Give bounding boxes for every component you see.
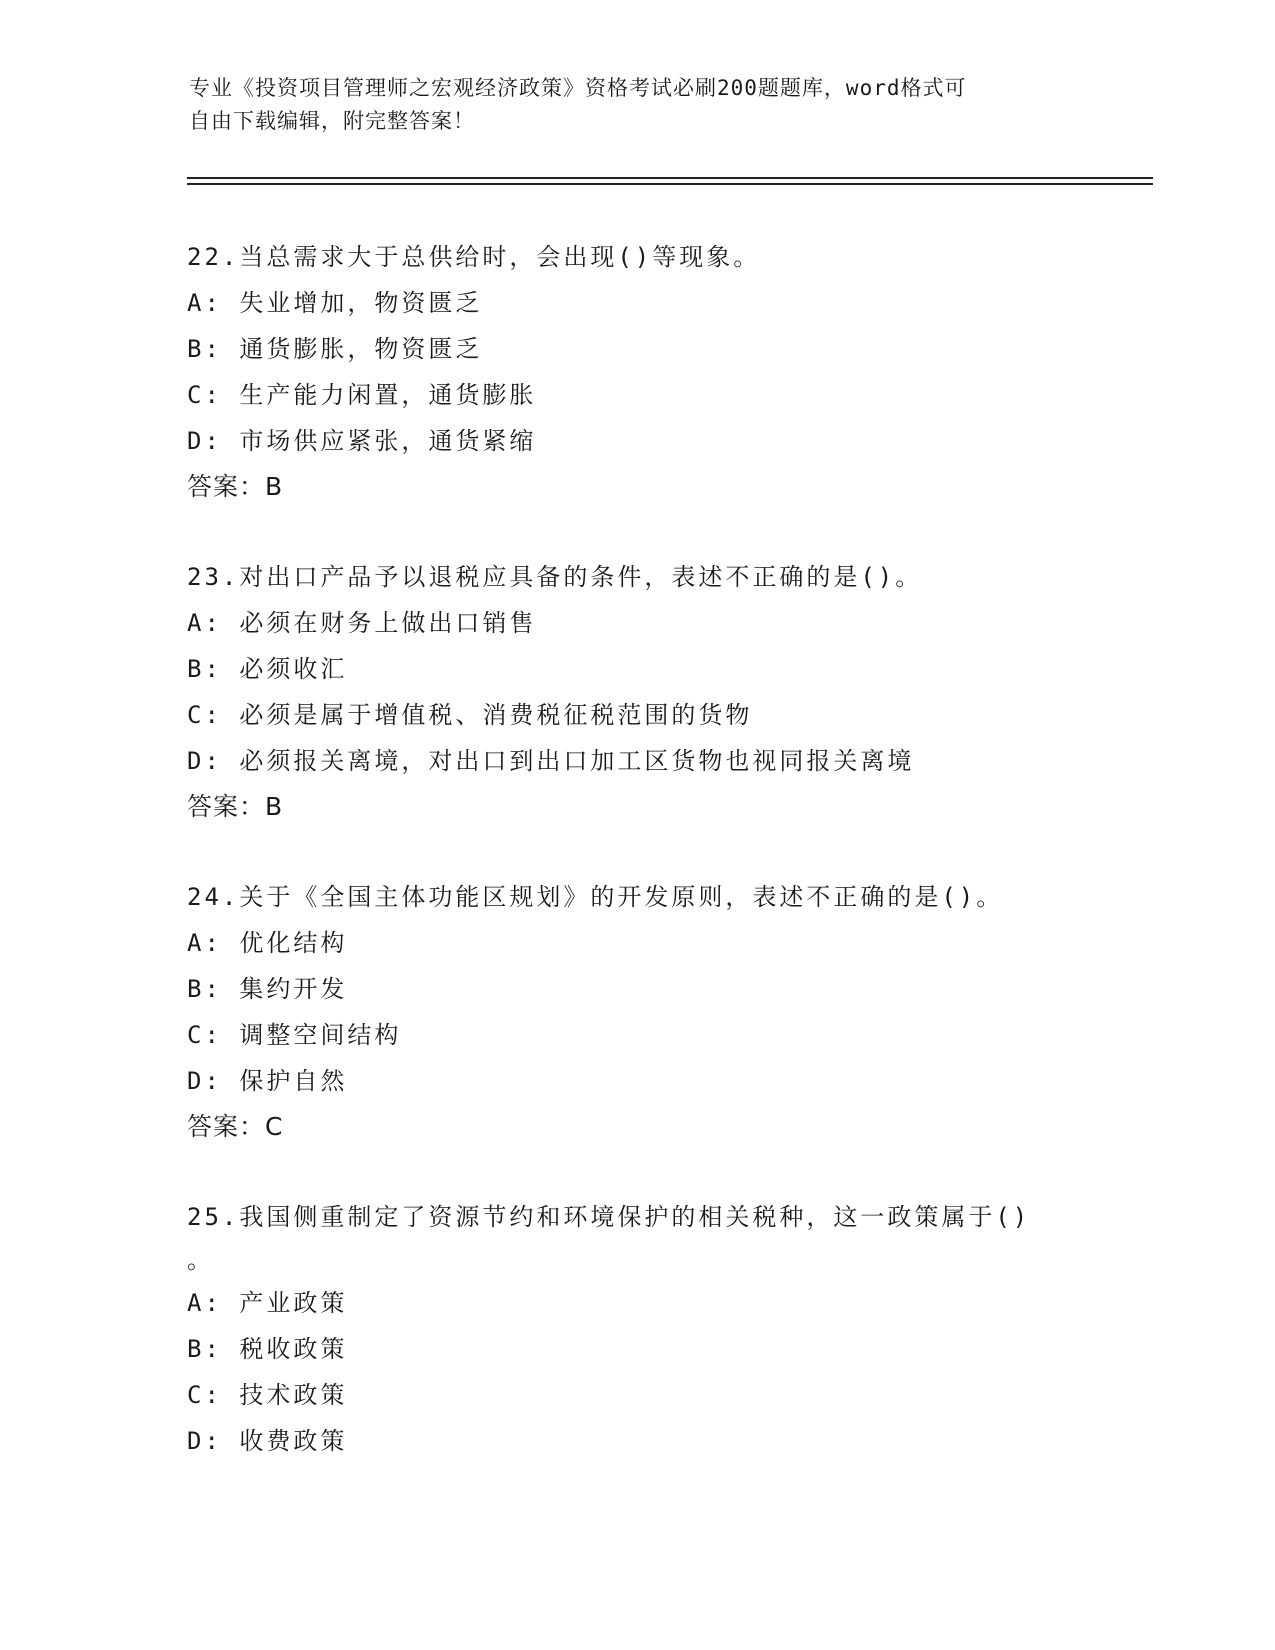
question-22 (187, 234, 1087, 510)
option-c: C: 调整空间结构 (187, 1021, 402, 1049)
option-b: B: 税收政策 (187, 1335, 348, 1363)
option-c: C: 技术政策 (187, 1381, 348, 1409)
option-b: B: 集约开发 (187, 975, 348, 1003)
answer-line: 答案：B (187, 792, 284, 821)
option-b: B: 必须收汇 (187, 655, 348, 683)
answer-line: 答案：C (187, 1112, 284, 1141)
question-stem: 25.我国侧重制定了资源节约和环境保护的相关税种，这一政策属于() (187, 1203, 1031, 1231)
header-divider-top (187, 177, 1153, 179)
option-d: D: 必须报关离境，对出口到出口加工区货物也视同报关离境 (187, 747, 915, 775)
option-a: A: 必须在财务上做出口销售 (187, 609, 537, 637)
option-b: B: 通货膨胀，物资匮乏 (187, 335, 483, 363)
option-d: D: 收费政策 (187, 1427, 348, 1455)
question-stem: 23.对出口产品予以退税应具备的条件，表述不正确的是()。 (187, 563, 923, 591)
option-a: A: 产业政策 (187, 1289, 348, 1317)
question-25 (187, 1194, 1087, 1464)
header-divider-bottom (187, 183, 1153, 185)
question-stem: 24.关于《全国主体功能区规划》的开发原则，表述不正确的是()。 (187, 883, 1004, 911)
question-stem-continuation: 。 (187, 1246, 211, 1274)
option-a: A: 优化结构 (187, 929, 348, 957)
question-23 (187, 554, 1087, 830)
question-24 (187, 874, 1087, 1150)
option-a: A: 失业增加，物资匮乏 (187, 289, 483, 317)
header-line-1: 专业《投资项目管理师之宏观经济政策》资格考试必刷200题题库，word格式可 (189, 76, 967, 100)
option-d: D: 市场供应紧张，通货紧缩 (187, 427, 537, 455)
header-line-2: 自由下载编辑，附完整答案！ (189, 109, 475, 133)
answer-line: 答案：B (187, 472, 284, 501)
question-stem: 22.当总需求大于总供给时，会出现()等现象。 (187, 243, 761, 271)
option-c: C: 必须是属于增值税、消费税征税范围的货物 (187, 701, 753, 729)
document-header (189, 72, 1089, 138)
option-d: D: 保护自然 (187, 1067, 348, 1095)
option-c: C: 生产能力闲置，通货膨胀 (187, 381, 537, 409)
